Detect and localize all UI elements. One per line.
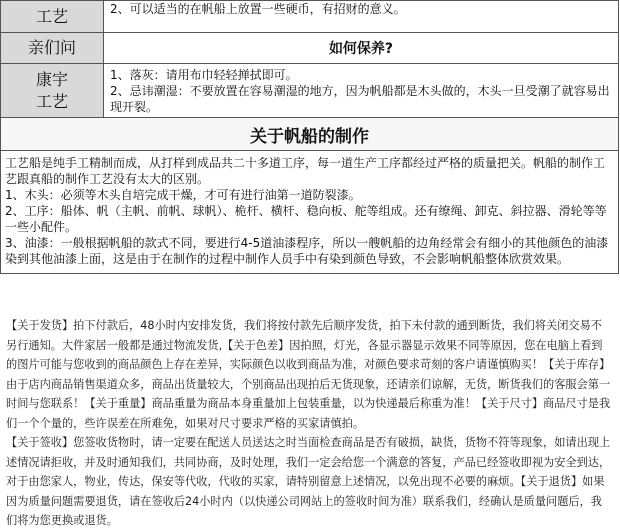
maintenance-row [1, 64, 619, 118]
craft-label [1, 1, 104, 33]
maintenance-line: 2、忌讳潮湿：不要放置在容易潮湿的地方，因为帆船都是木头做的，木头一旦受潮了就容易出现开裂。 [110, 83, 610, 114]
maintenance-header-row [1, 33, 619, 64]
notice-paragraph: 【关于发货】拍下付款后，48小时内安排发货，我们将按付款先后顺序发货，拍下未付款的通到断货，我们将关闭交易不另行通知。大件家居一般都是通过物流发货,【关于色差】因拍照，灯光，各显示器显示效果不同等原因，您在电脑上看到的图片可能与您收到的商品颜色上存在差异，实际颜色以收到商品为准，对颜色要求苛刻的客户请谨慎购买！【关于库存】由于店内商品销售渠道众多，商品出货量较大，个别商品出现拍后无货现象，还请亲们谅解，无货，断货我们的客服会第一时间与您联系！【关于重量】商品重量为商品本身重量加上包装重量，以为快递最后称重为准！【关于尺寸】商品尺寸是我们一个个量的，些许误差在所难免，如果对尺寸要求严格的买家请慎拍。 [6, 319, 611, 430]
maintenance-line: 1、落灰：请用布巾轻轻掸拭即可。 [110, 67, 298, 82]
making-section-title: 关于帆船的制作 [1, 118, 619, 151]
maintenance-header-label: 亲们问 [1, 33, 104, 64]
notice-paragraph: 【关于签收】您签收货物时，请一定要在配送人员送达之时当面检查商品是否有破损，缺货，货物不符等现象，如请出现上述情况请拒收，并及时通知我们，共同协商，及时处理，我们一定会给您一个满意的答复，产品已经签收即视为安全到达，对于由您家人，物业，传达，保安等代收，代收的买家，请特别留意上述情况，以免出现不必要的麻烦。【关于退货】如果因为质量问题需要退货，请在签收后24小时内（以快递公司网站上的签收时间为准）联系我们，经确认是质量问题后，我们将为您更换或退货。 [6, 436, 611, 527]
making-paragraph: 3、油漆：一般根据帆船的款式不同，要进行4-5道油漆程序，所以一艘帆船的边角经常会有细小的其他颜色的油漆染到其他油漆上面，这是由于在制作的过程中制作人员手中有染到颜色导致，不会影响帆船整体欣赏效果。 [5, 236, 609, 266]
maintenance-content [104, 64, 619, 118]
making-paragraph: 2、工序：船体、帆（主帆、前帆、球帆）、桅杆、横杆、稳向板、舵等组成。还有缭绳、卸克、斜拉器、滑轮等等一些小配件。 [5, 204, 607, 234]
craft-label-text: 工艺 [35, 7, 68, 26]
making-paragraph: 1、木头：必须等木头自培完成干燥，才可有进行油第一道防裂漆。 [5, 188, 361, 202]
craft-row [1, 1, 619, 33]
making-paragraph: 工艺船是纯手工精制而成，从打样到成品共二十多道工序，每一道生产工序都经过严格的质量把关。帆船的制作工艺跟真船的制作工艺没有太大的区别。 [5, 156, 606, 186]
making-section-body [1, 151, 619, 274]
craft-line: 2、可以适当的在帆船上放置一些硬币，有招财的意义。 [110, 2, 406, 16]
making-title-row [1, 118, 619, 151]
craft-content [104, 1, 619, 33]
making-body-row [1, 151, 619, 274]
store-notices [6, 316, 612, 531]
maintenance-title: 如何保养? [104, 33, 619, 64]
maintenance-label: 康宇 工艺 [1, 64, 104, 118]
